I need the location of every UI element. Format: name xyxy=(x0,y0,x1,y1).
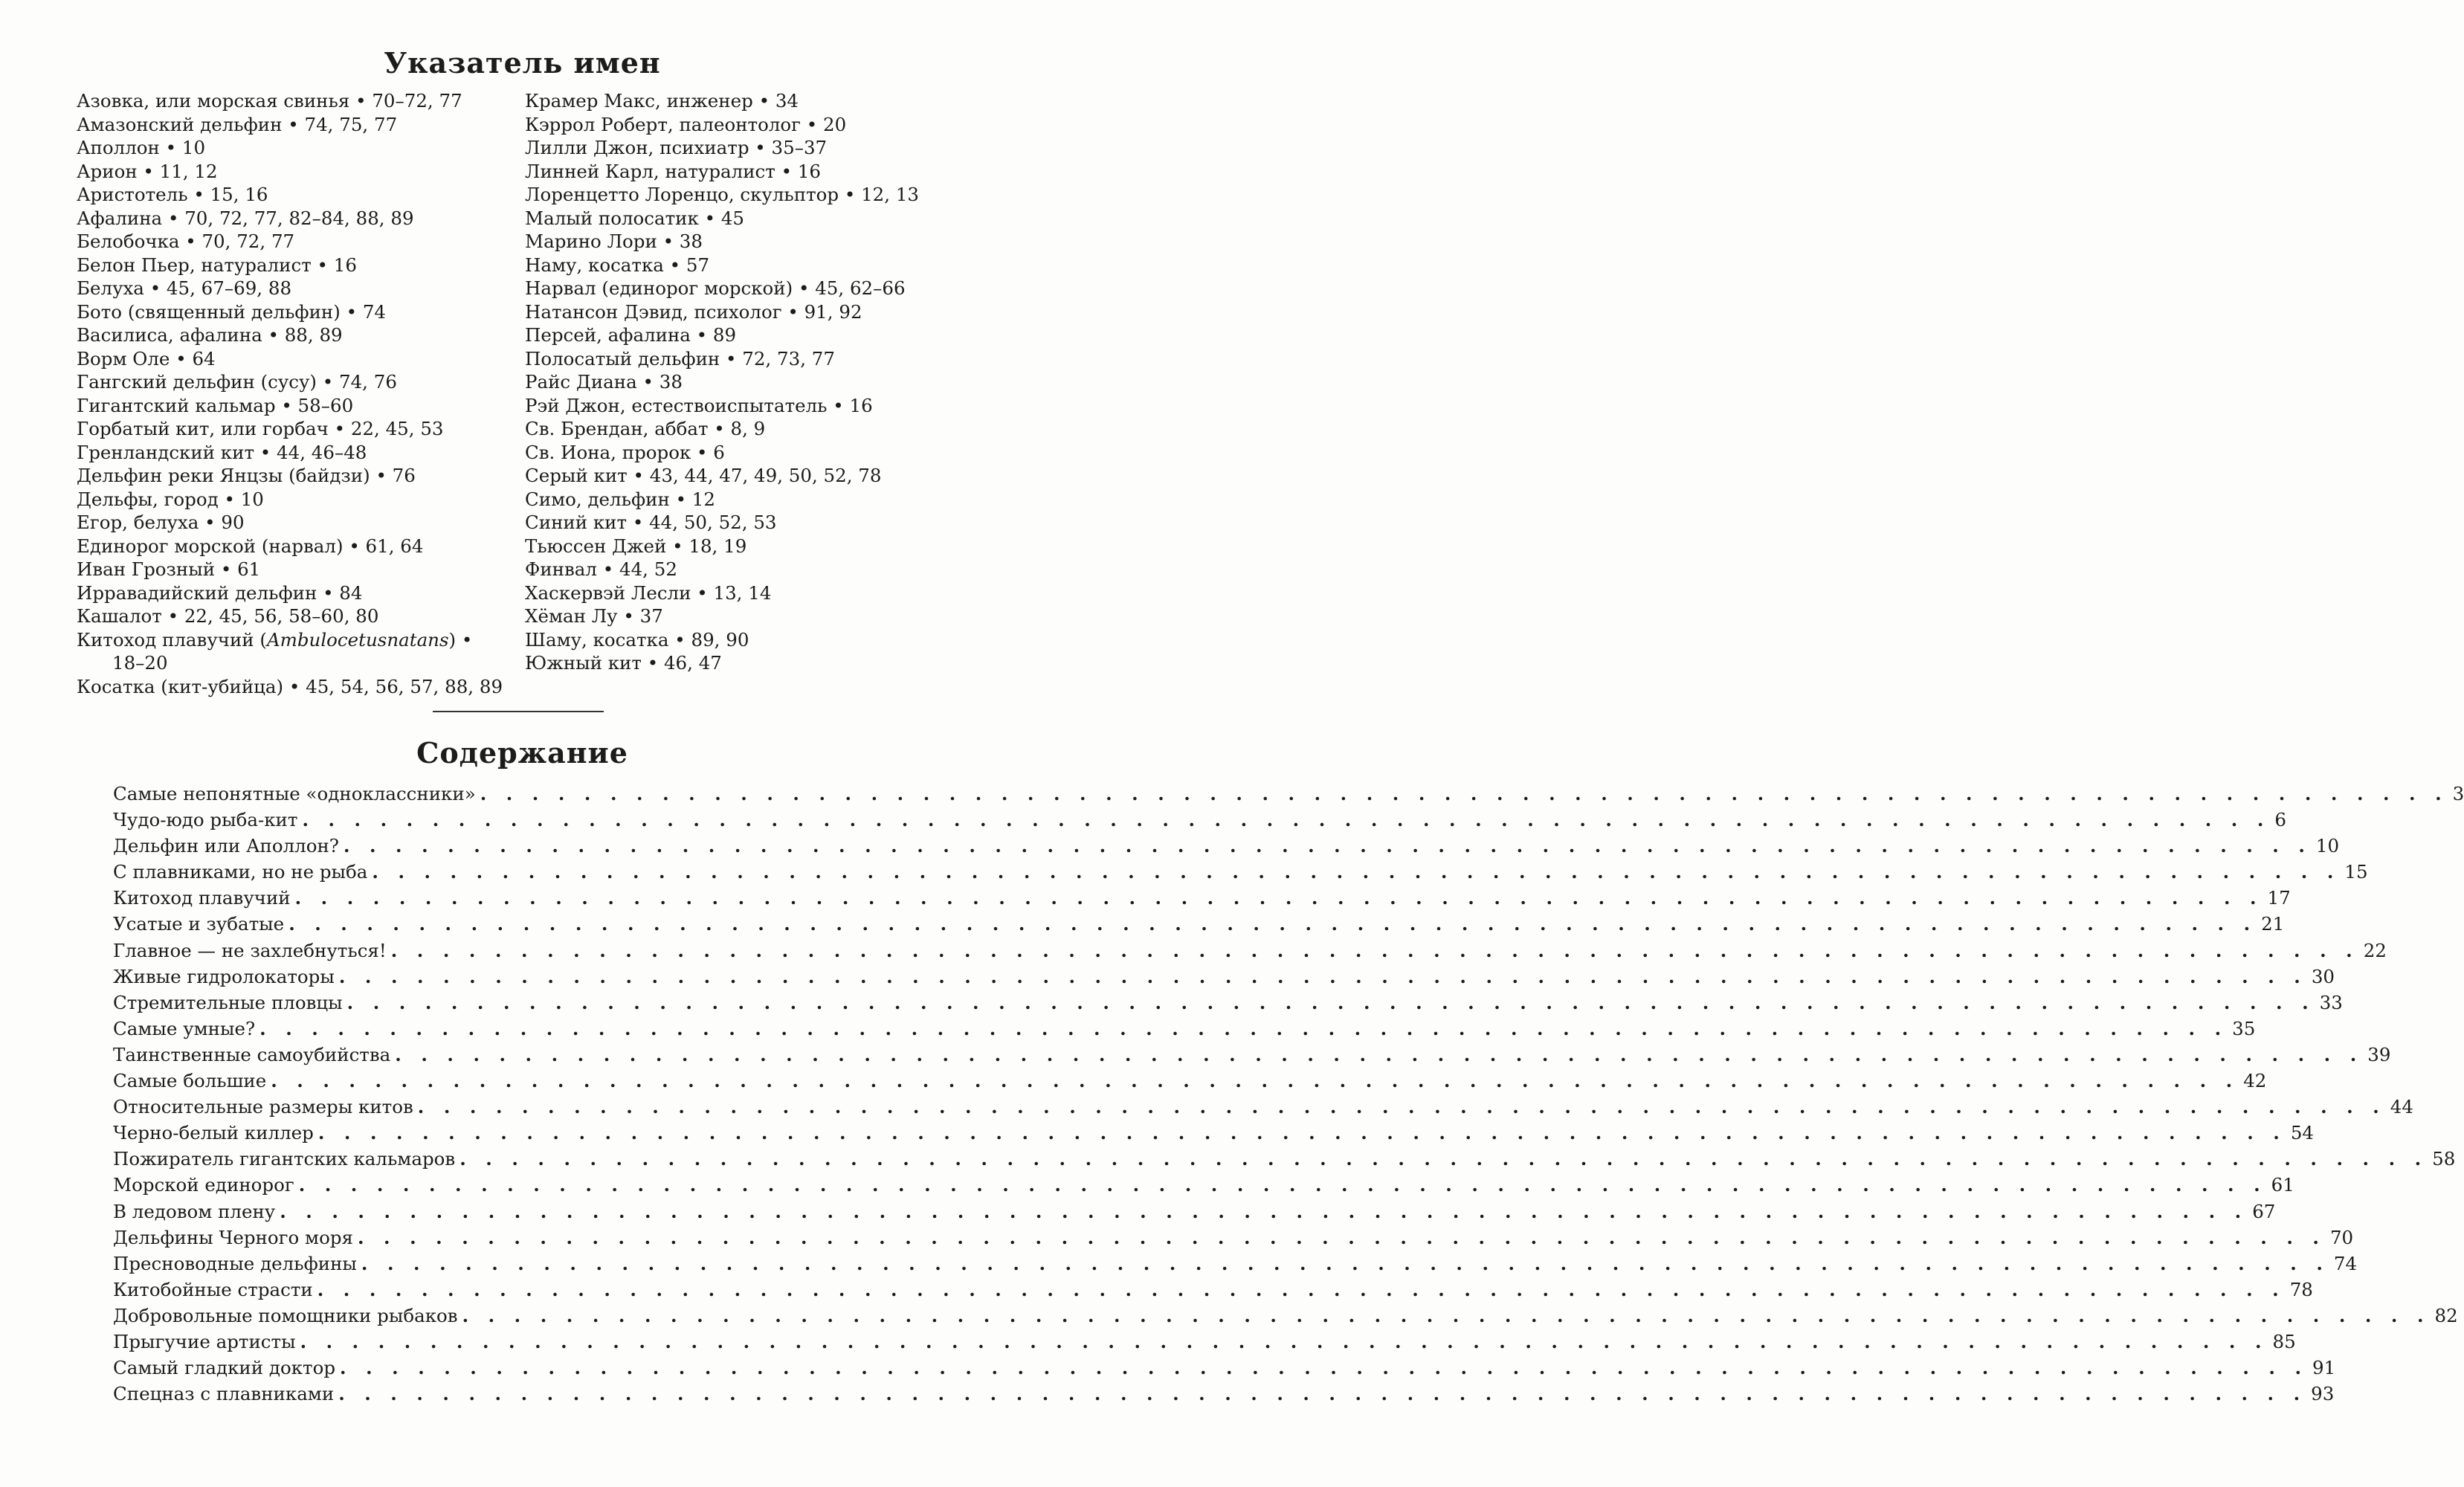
index-entry: Ирравадийский дельфин • 84 xyxy=(77,581,363,604)
index-entry: Гигантский кальмар • 58–60 xyxy=(77,394,354,416)
toc-item-page: 42 xyxy=(2243,1070,2267,1092)
index-entry: Гангский дельфин (сусу) • 74, 76 xyxy=(77,371,397,393)
toc-leader-dots: . . . . . . . . . . . . . . . . . . . . . . . . . . . . . . . . . . . . . . . . . . . . . . . . . . . . . . . . . . . . . . . . . . . . . . . . . . . . xyxy=(294,887,2263,909)
index-entry-wrapped xyxy=(77,628,493,675)
index-entry: Лоренцетто Лоренцо, скульптор • 12, 13 xyxy=(525,184,920,205)
index-entry: Кэррол Роберт, палеонтолог • 20 xyxy=(525,113,847,135)
toc-item-title: Усатые и зубатые xyxy=(113,913,285,935)
index-entry: Василиса, афалина • 88, 89 xyxy=(77,324,343,346)
index-entry: Горбатый кит, или горбач • 22, 45, 53 xyxy=(77,418,444,439)
index-entry: Гренландский кит • 44, 46–48 xyxy=(77,441,367,463)
index-entry: Св. Иона, пророк • 6 xyxy=(525,441,725,463)
toc-item-title: Черно-белый киллер xyxy=(113,1122,314,1144)
toc-item-page: 91 xyxy=(2312,1357,2336,1379)
index-entry: Азовка, или морская свинья • 70–72, 77 xyxy=(77,90,462,112)
index-entry: Линней Карл, натуралист • 16 xyxy=(525,160,822,182)
toc-item-title: Прыгучие артисты xyxy=(113,1330,296,1352)
toc-item-title: Таинственные самоубийства xyxy=(113,1043,391,1065)
toc-item[interactable] xyxy=(113,964,2335,990)
index-right-column xyxy=(525,89,1031,675)
index-entry: Аристотель • 15, 16 xyxy=(77,184,268,205)
toc-item-page: 61 xyxy=(2271,1174,2294,1196)
toc-item-title: Живые гидролокаторы xyxy=(113,965,335,987)
toc-item-page: 35 xyxy=(2232,1017,2256,1039)
toc-leader-dots: . . . . . . . . . . . . . . . . . . . . . . . . . . . . . . . . . . . . . . . . . . . . . . . . . . . . . . . . . . . . . . . . . . . . . . . . . . . . xyxy=(357,1226,2326,1248)
toc-item-page: 17 xyxy=(2267,887,2291,909)
toc-item-page: 54 xyxy=(2290,1122,2315,1144)
toc-item-title: Дельфин или Аполлон? xyxy=(113,835,339,857)
toc-item-title: Морской единорог xyxy=(113,1174,294,1196)
toc-item-title: Самый гладкий доктор xyxy=(113,1357,336,1379)
toc-item-title: Дельфины Черного моря xyxy=(113,1226,353,1248)
toc-item[interactable] xyxy=(113,1277,2313,1303)
toc-item[interactable] xyxy=(113,1172,2294,1198)
index-entry: Тьюссен Джей • 18, 19 xyxy=(525,535,747,557)
index-entry: Хаскервэй Лесли • 13, 14 xyxy=(525,581,772,604)
toc-item[interactable] xyxy=(113,1094,2413,1120)
toc-item-title: Чудо-юдо рыба-кит xyxy=(113,809,298,831)
toc-item-title: Китобойные страсти xyxy=(113,1278,313,1300)
toc-item-page: 21 xyxy=(2261,913,2285,935)
toc-item-page: 10 xyxy=(2315,835,2340,857)
toc-item-page: 30 xyxy=(2311,965,2335,987)
toc-leader-dots: . . . . . . . . . . . . . . . . . . . . . . . . . . . . . . . . . . . . . . . . . . . . . . . . . . . . . . . . . . . . . . . . . . . . . . . . . . . . xyxy=(395,1043,2364,1065)
index-entry: Ворм Оле • 64 xyxy=(77,347,216,370)
toc-item[interactable] xyxy=(113,938,2387,964)
toc-item[interactable] xyxy=(113,1016,2256,1042)
toc-item[interactable] xyxy=(113,781,2464,807)
index-entry: Косатка (кит-убийца) • 45, 54, 56, 57, 88, 89 xyxy=(77,675,503,697)
index-left-column xyxy=(77,89,515,698)
index-title: Указатель имен xyxy=(384,46,661,80)
index-entry: Синий кит • 44, 50, 52, 53 xyxy=(525,512,777,533)
toc-leader-dots: . . . . . . . . . . . . . . . . . . . . . . . . . . . . . . . . . . . . . . . . . . . . . . . . . . . . . . . . . . . . . . . . . . . . . . . . . . . . xyxy=(390,939,2359,961)
toc-item-page: 67 xyxy=(2252,1200,2276,1222)
toc-item[interactable] xyxy=(113,1225,2354,1251)
toc-item-title: Самые большие xyxy=(113,1070,267,1092)
index-entry: Рэй Джон, естествоиспытатель • 16 xyxy=(525,394,873,416)
index-entry: Нарвал (единорог морской) • 45, 62–66 xyxy=(525,277,906,299)
index-entry: Симо, дельфин • 12 xyxy=(525,488,715,510)
toc-leader-dots: . . . . . . . . . . . . . . . . . . . . . . . . . . . . . . . . . . . . . . . . . . . . . . . . . . . . . . . . . . . . . . . . . . . . . . . . . . . . xyxy=(317,1122,2286,1144)
toc-item-page: 74 xyxy=(2333,1252,2358,1274)
index-entry: Финвал • 44, 52 xyxy=(525,558,677,580)
toc-leader-dots: . . . . . . . . . . . . . . . . . . . . . . . . . . . . . . . . . . . . . . . . . . . . . . . . . . . . . . . . . . . . . . . . . . . . . . . . . . . . xyxy=(302,809,2271,831)
index-entry: Южный кит • 46, 47 xyxy=(525,652,722,674)
index-entry: Персей, афалина • 89 xyxy=(525,324,737,346)
toc-item-page: 58 xyxy=(2432,1148,2456,1170)
toc-item-title: Относительные размеры китов xyxy=(113,1096,413,1118)
toc-item[interactable] xyxy=(113,859,2368,885)
toc-leader-dots: . . . . . . . . . . . . . . . . . . . . . . . . . . . . . . . . . . . . . . . . . . . . . . . . . . . . . . . . . . . . . . . . . . . . . . . . . . . . xyxy=(462,1304,2431,1326)
index-entry: Наму, косатка • 57 xyxy=(525,254,710,276)
index-entry: Иван Грозный • 61 xyxy=(77,558,261,580)
toc-leader-dots: . . . . . . . . . . . . . . . . . . . . . . . . . . . . . . . . . . . . . . . . . . . . . . . . . . . . . . . . . . . . . . . . . . . . . . . . . . . . xyxy=(346,991,2315,1013)
toc-item[interactable] xyxy=(113,1251,2358,1277)
toc-item-page: 85 xyxy=(2272,1330,2296,1352)
toc-item-title: Стремительные пловцы xyxy=(113,991,343,1013)
index-entry: Хёман Лу • 37 xyxy=(525,605,663,627)
index-entry-name: Китоход плавучий ( xyxy=(77,628,267,651)
index-entry: Единорог морской (нарвал) • 61, 64 xyxy=(77,535,424,557)
toc-item-page: 44 xyxy=(2390,1096,2413,1118)
index-entry: Бото (священный дельфин) • 74 xyxy=(77,300,387,323)
toc-item[interactable] xyxy=(113,1329,2296,1355)
index-entry: Арион • 11, 12 xyxy=(77,160,218,182)
toc-item-title: Главное — не захлебнуться! xyxy=(113,939,387,961)
toc-item[interactable] xyxy=(113,1381,2335,1407)
toc-item[interactable] xyxy=(113,1120,2315,1146)
toc-item[interactable] xyxy=(113,1199,2276,1225)
index-entry: Дельфин реки Янцзы (байдзи) • 76 xyxy=(77,465,416,486)
toc-item[interactable] xyxy=(113,1042,2391,1068)
toc-item[interactable] xyxy=(113,885,2291,911)
contents-title: Содержание xyxy=(416,736,628,770)
index-entry: Белуха • 45, 67–69, 88 xyxy=(77,277,292,299)
toc-item-page: 15 xyxy=(2344,861,2368,883)
toc-item-title: Пожиратель гигантских кальмаров xyxy=(113,1148,456,1170)
toc-leader-dots: . . . . . . . . . . . . . . . . . . . . . . . . . . . . . . . . . . . . . . . . . . . . . . . . . . . . . . . . . . . . . . . . . . . . . . . . . . . . xyxy=(271,1070,2239,1092)
toc-leader-dots: . . . . . . . . . . . . . . . . . . . . . . . . . . . . . . . . . . . . . . . . . . . . . . . . . . . . . . . . . . . . . . . . . . . . . . . . . . . . xyxy=(343,835,2312,857)
toc-item-title: Самые умные? xyxy=(113,1017,256,1039)
index-entry: Шаму, косатка • 89, 90 xyxy=(525,628,749,651)
index-entry-suffix: ) • xyxy=(448,628,473,651)
index-entry: Афалина • 70, 72, 77, 82–84, 88, 89 xyxy=(77,207,414,229)
toc-leader-dots: . . . . . . . . . . . . . . . . . . . . . . . . . . . . . . . . . . . . . . . . . . . . . . . . . . . . . . . . . . . . . . . . . . . . . . . . . . . . xyxy=(361,1252,2329,1274)
index-entry-pages: 18–20 xyxy=(112,652,168,674)
index-entry: Серый кит • 43, 44, 47, 49, 50, 52, 78 xyxy=(525,465,882,486)
index-entry: Райс Диана • 38 xyxy=(525,371,683,393)
index-entry: Белон Пьер, натуралист • 16 xyxy=(77,254,357,276)
index-entry: Дельфы, город • 10 xyxy=(77,488,264,510)
index-entry: Амазонский дельфин • 74, 75, 77 xyxy=(77,113,398,135)
toc-leader-dots: . . . . . . . . . . . . . . . . . . . . . . . . . . . . . . . . . . . . . . . . . . . . . . . . . . . . . . . . . . . . . . . . . . . . . . . . . . . . xyxy=(340,1357,2308,1379)
toc-leader-dots: . . . . . . . . . . . . . . . . . . . . . . . . . . . . . . . . . . . . . . . . . . . . . . . . . . . . . . . . . . . . . . . . . . . . . . . . . . . . xyxy=(372,861,2341,883)
toc-item-title: Спецназ с плавниками xyxy=(113,1383,335,1405)
index-entry: Натансон Дэвид, психолог • 91, 92 xyxy=(525,300,862,323)
toc-item-title: Самые непонятные «одноклассники» xyxy=(113,783,476,804)
index-entry: Св. Брендан, аббат • 8, 9 xyxy=(525,418,766,439)
toc-item-page: 33 xyxy=(2319,991,2343,1013)
index-entry: Белобочка • 70, 72, 77 xyxy=(77,230,295,252)
index-entry: Марино Лори • 38 xyxy=(525,230,703,252)
toc-item-title: Пресноводные дельфины xyxy=(113,1252,357,1274)
toc-item[interactable] xyxy=(113,833,2340,859)
toc-item-page: 3 xyxy=(2452,783,2464,804)
table-of-contents xyxy=(113,781,2464,1407)
toc-item[interactable] xyxy=(113,1146,2456,1172)
toc-item[interactable] xyxy=(113,911,2285,937)
index-entry: Лилли Джон, психиатр • 35–37 xyxy=(525,137,828,158)
toc-item-title: С плавниками, но не рыба xyxy=(113,861,368,883)
toc-leader-dots: . . . . . . . . . . . . . . . . . . . . . . . . . . . . . . . . . . . . . . . . . . . . . . . . . . . . . . . . . . . . . . . . . . . . . . . . . . . . xyxy=(259,1017,2228,1039)
toc-item-page: 78 xyxy=(2289,1278,2313,1300)
toc-leader-dots: . . . . . . . . . . . . . . . . . . . . . . . . . . . . . . . . . . . . . . . . . . . . . . . . . . . . . . . . . . . . . . . . . . . . . . . . . . . . xyxy=(298,1174,2267,1196)
toc-item-page: 93 xyxy=(2311,1383,2335,1405)
index-entry: Кашалот • 22, 45, 56, 58–60, 80 xyxy=(77,605,379,627)
toc-leader-dots: . . . . . . . . . . . . . . . . . . . . . . . . . . . . . . . . . . . . . . . . . . . . . . . . . . . . . . . . . . . . . . . . . . . . . . . . . . . . xyxy=(288,913,2257,935)
toc-item-page: 6 xyxy=(2274,809,2286,831)
toc-item-title: В ледовом плену xyxy=(113,1200,276,1222)
section-divider xyxy=(433,711,604,712)
toc-leader-dots: . . . . . . . . . . . . . . . . . . . . . . . . . . . . . . . . . . . . . . . . . . . . . . . . . . . . . . . . . . . . . . . . . . . . . . . . . . . . xyxy=(338,1383,2307,1405)
toc-leader-dots: . . . . . . . . . . . . . . . . . . . . . . . . . . . . . . . . . . . . . . . . . . . . . . . . . . . . . . . . . . . . . . . . . . . . . . . . . . . . xyxy=(317,1278,2286,1300)
index-entry: Аполлон • 10 xyxy=(77,137,206,158)
toc-item-page: 82 xyxy=(2434,1304,2458,1326)
toc-item[interactable] xyxy=(113,990,2343,1016)
toc-item[interactable] xyxy=(113,807,2286,833)
toc-leader-dots: . . . . . . . . . . . . . . . . . . . . . . . . . . . . . . . . . . . . . . . . . . . . . . . . . . . . . . . . . . . . . . . . . . . . . . . . . . . . xyxy=(480,783,2448,804)
toc-leader-dots: . . . . . . . . . . . . . . . . . . . . . . . . . . . . . . . . . . . . . . . . . . . . . . . . . . . . . . . . . . . . . . . . . . . . . . . . . . . . xyxy=(338,965,2307,987)
toc-item-page: 39 xyxy=(2367,1043,2391,1065)
toc-item-title: Добровольные помощники рыбаков xyxy=(113,1304,458,1326)
toc-item[interactable] xyxy=(113,1303,2458,1329)
toc-item[interactable] xyxy=(113,1355,2336,1381)
toc-leader-dots: . . . . . . . . . . . . . . . . . . . . . . . . . . . . . . . . . . . . . . . . . . . . . . . . . . . . . . . . . . . . . . . . . . . . . . . . . . . . xyxy=(417,1096,2386,1118)
toc-item-page: 22 xyxy=(2363,939,2387,961)
latin-name: Ambulocetusnatans xyxy=(266,628,449,651)
index-entry: Крамер Макс, инженер • 34 xyxy=(525,90,799,112)
index-entry: Полосатый дельфин • 72, 73, 77 xyxy=(525,347,835,370)
index-entry: Малый полосатик • 45 xyxy=(525,207,744,229)
toc-item-title: Китоход плавучий xyxy=(113,887,291,909)
toc-leader-dots: . . . . . . . . . . . . . . . . . . . . . . . . . . . . . . . . . . . . . . . . . . . . . . . . . . . . . . . . . . . . . . . . . . . . . . . . . . . . xyxy=(280,1200,2248,1222)
toc-leader-dots: . . . . . . . . . . . . . . . . . . . . . . . . . . . . . . . . . . . . . . . . . . . . . . . . . . . . . . . . . . . . . . . . . . . . . . . . . . . . xyxy=(459,1148,2428,1170)
toc-item-page: 70 xyxy=(2329,1226,2354,1248)
index-entry: Егор, белуха • 90 xyxy=(77,512,245,533)
toc-leader-dots: . . . . . . . . . . . . . . . . . . . . . . . . . . . . . . . . . . . . . . . . . . . . . . . . . . . . . . . . . . . . . . . . . . . . . . . . . . . . xyxy=(300,1330,2268,1352)
toc-item[interactable] xyxy=(113,1068,2267,1094)
